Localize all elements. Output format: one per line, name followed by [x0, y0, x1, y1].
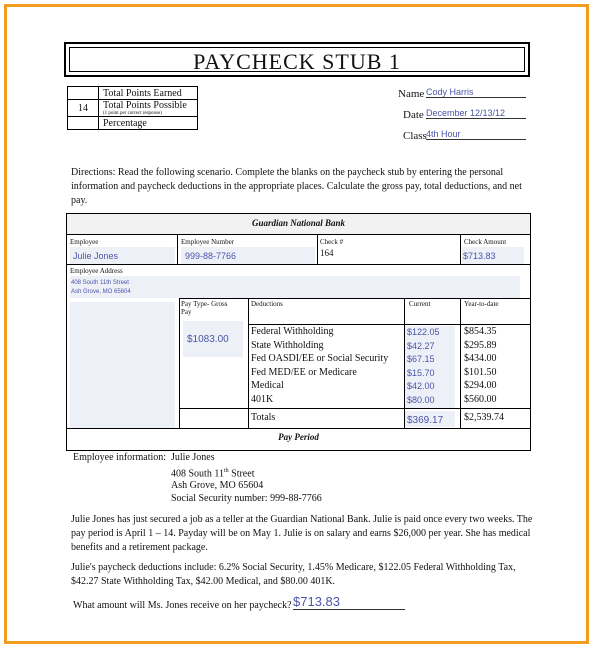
divider	[179, 408, 530, 409]
info-street-pre: 408 South 11	[171, 467, 224, 479]
deductions-paragraph: Julie's paycheck deductions include: 6.2% Social Security, 1.45% Medicare, $122.05 Federal Withholding Tax, $42.27 State Withholding Tax, $42.00 Medical, and $80.00 401K.	[71, 562, 516, 587]
current-label: Current	[409, 300, 431, 308]
points-possible-cell	[99, 100, 198, 117]
deduction-ytd: $560.00	[464, 393, 497, 405]
address-line1[interactable]: 408 South 11th Street	[71, 280, 129, 286]
deduction-current[interactable]: $67.15	[407, 354, 435, 364]
address-line2[interactable]: Ash Grove, MO 65604	[71, 289, 131, 295]
gross-pay-field[interactable]: $1083.00	[187, 334, 229, 345]
check-number-label: Check #	[320, 238, 344, 246]
name-label: Name	[398, 88, 425, 100]
page-title: PAYCHECK STUB 1	[69, 47, 525, 72]
deduction-name: Fed MED/EE or Medicare	[251, 366, 357, 378]
check-amount-label: Check Amount	[464, 238, 507, 246]
info-street-sup: th	[223, 467, 229, 474]
left-blank-area	[70, 302, 175, 428]
divider	[317, 234, 318, 264]
answer-field[interactable]: $713.83	[293, 594, 405, 610]
divider	[179, 298, 530, 299]
address-label: Employee Address	[70, 267, 123, 275]
deduction-name: 401K	[251, 393, 274, 405]
info-city: Ash Grove, MO 65604	[171, 480, 264, 492]
points-row	[68, 87, 198, 100]
deduction-name: Medical	[251, 380, 284, 391]
pay-type-label: Pay Type- Gross Pay	[181, 300, 228, 316]
divider	[460, 234, 461, 264]
percentage-value[interactable]	[68, 117, 99, 130]
address-field-bg	[70, 276, 520, 298]
deduction-ytd: $434.00	[464, 353, 497, 364]
totals-current-field[interactable]: $369.17	[407, 415, 444, 426]
question-text: What amount will Ms. Jones receive on her paycheck?	[73, 600, 292, 611]
deduction-current[interactable]: $42.00	[407, 381, 435, 391]
info-name: Julie Jones	[171, 452, 215, 463]
title-box	[64, 42, 530, 77]
points-row	[68, 117, 198, 130]
info-street-post: Street	[228, 467, 255, 479]
deduction-ytd: $294.00	[464, 380, 497, 391]
deduction-name: Fed OASDI/EE or Social Security	[251, 353, 389, 364]
name-field[interactable]: Cody Harris	[426, 87, 526, 98]
employee-info-block	[171, 452, 322, 505]
points-possible-note: (1 point per correct response)	[103, 111, 162, 116]
deduction-name: Federal Withholding	[251, 326, 334, 337]
bank-name: Guardian National Bank	[251, 218, 346, 228]
class-label: Class	[403, 130, 427, 142]
info-ssn: Social Security number: 999-88-7766	[171, 492, 322, 504]
percentage-label: Percentage	[99, 117, 198, 130]
date-label: Date	[403, 109, 424, 121]
points-earned-value[interactable]	[68, 87, 99, 100]
deduction-ytd: $295.89	[464, 339, 497, 351]
deduction-current[interactable]: $80.00	[407, 394, 435, 405]
points-row	[68, 100, 198, 117]
pay-period-label: Pay Period	[278, 432, 319, 442]
directions: Directions: Read the following scenario. Complete the blanks on the paycheck stub by entering the personal information and paycheck deductions in the appropriate places. Calculate the gross pay, total deductions, and net pay.	[71, 167, 522, 206]
deduction-name: State Withholding	[251, 339, 324, 351]
points-earned-label: Total Points Earned	[99, 87, 198, 100]
employee-number-label: Employee Number	[181, 238, 235, 246]
check-amount-field[interactable]: $713.83	[463, 251, 496, 261]
date-field[interactable]: December 12/13/12	[426, 108, 526, 119]
deduction-ytd: $854.35	[464, 326, 497, 337]
class-field[interactable]: 4th Hour	[426, 129, 526, 140]
totals-label: Totals	[251, 412, 276, 423]
info-label: Employee information:	[73, 452, 167, 463]
paycheck-stub	[66, 213, 531, 451]
employee-label: Employee	[70, 238, 99, 246]
employee-field[interactable]: Julie Jones	[73, 251, 119, 261]
divider	[67, 264, 530, 265]
points-table	[67, 86, 198, 130]
deduction-current[interactable]: $122.05	[407, 327, 440, 337]
divider	[177, 234, 178, 264]
deduction-ytd: $101.50	[464, 366, 497, 378]
check-number: 164	[320, 248, 334, 258]
deduction-current[interactable]: $42.27	[407, 340, 435, 351]
deduction-current[interactable]: $15.70	[407, 367, 435, 378]
points-possible-label: Total Points Possible	[103, 100, 187, 111]
divider	[67, 428, 530, 429]
info-street	[171, 465, 322, 481]
employee-number-field[interactable]: 999-88-7766	[185, 251, 237, 261]
scenario-paragraph: Julie Jones has just secured a job as a teller at the Guardian National Bank. Julie is paid once every two weeks. The pay period is April 1 – 14. Payday will be on May 1. Julie is on salary and earns $26,000 per year. She has medical benefits and a retirement package.	[71, 514, 533, 553]
deductions-label: Deductions	[251, 300, 283, 308]
points-possible-value: 14	[68, 100, 99, 117]
totals-ytd: $2,539.74	[464, 412, 504, 423]
ytd-label: Year-to-date	[464, 300, 499, 308]
